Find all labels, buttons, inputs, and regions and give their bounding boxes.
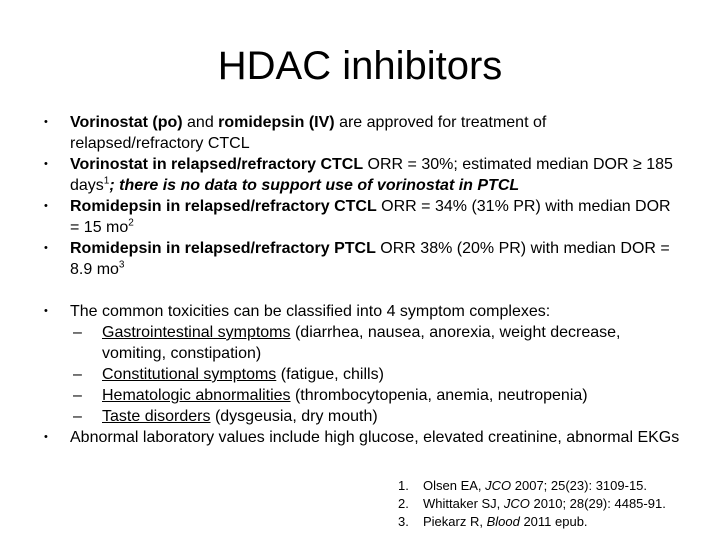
bullet-marker: •	[44, 305, 48, 317]
bullet-marker: •	[44, 116, 48, 128]
bullet-vorinostat-ctcl	[40, 154, 680, 196]
toxicity-item	[70, 406, 680, 427]
romidepsin-ptcl-label: Romidepsin in relapsed/refractory PTCL	[70, 240, 376, 257]
ptcl-note: ; there is no data to support use of vorinostat in PTCL	[109, 177, 520, 194]
romidepsin-ctcl-label: Romidepsin in relapsed/refractory CTCL	[70, 198, 377, 215]
ref-superscript: 1	[103, 175, 110, 187]
lab-values-text: Abnormal laboratory values include high glucose, elevated creatinine, abnormal EKGs	[70, 429, 680, 446]
slide-title: HDAC inhibitors	[217, 44, 503, 88]
bullet-marker: •	[44, 158, 48, 170]
toxicity-item	[70, 322, 680, 364]
toxicity-term: Constitutional symptoms	[102, 366, 277, 383]
bullet-marker: •	[44, 431, 48, 443]
reference-item	[398, 495, 698, 513]
text-and: and	[182, 114, 219, 131]
toxicity-detail: (dysgeusia, dry mouth)	[210, 408, 378, 425]
reference-journal: JCO	[503, 496, 530, 511]
reference-number: 3.	[398, 514, 409, 529]
vorinostat-ctcl-result: ORR = 30%; estimated median DOR ≥ 185 days	[70, 156, 673, 194]
reference-number: 1.	[398, 478, 409, 493]
reference-details: 2010; 28(29): 4485-91.	[529, 496, 666, 511]
toxicity-item	[70, 364, 680, 385]
reference-author: Piekarz R,	[423, 514, 487, 529]
reference-details: 2011 epub.	[519, 514, 588, 529]
romidepsin-ptcl-result: ORR 38% (20% PR) with median DOR = 8.9 mo	[70, 240, 670, 278]
toxicity-item	[70, 385, 680, 406]
reference-author: Whittaker SJ,	[423, 496, 504, 511]
dash-marker: –	[73, 408, 82, 425]
bullet-list	[40, 112, 680, 448]
bullet-lab-values	[40, 427, 680, 448]
toxicity-detail: (thrombocytopenia, anemia, neutropenia)	[290, 387, 588, 404]
bullet-romidepsin-ptcl	[40, 238, 680, 280]
toxicity-detail: (diarrhea, nausea, anorexia, weight decrease, vomiting, constipation)	[102, 324, 621, 362]
romidepsin-ctcl-result: ORR = 34% (31% PR) with median DOR = 15 mo	[70, 198, 671, 236]
drug-romidepsin: romidepsin (IV)	[218, 114, 335, 131]
bullet-marker: •	[44, 242, 48, 254]
dash-marker: –	[73, 387, 82, 404]
dash-marker: –	[73, 366, 82, 383]
reference-item	[398, 513, 698, 531]
drug-vorinostat: Vorinostat (po)	[70, 114, 183, 131]
ref-superscript: 2	[128, 217, 134, 229]
ref-superscript: 3	[118, 259, 125, 271]
bullet-toxicities	[40, 301, 680, 427]
spacer	[40, 280, 680, 301]
reference-journal: Blood	[486, 514, 520, 529]
reference-item	[398, 477, 698, 495]
vorinostat-ctcl-label: Vorinostat in relapsed/refractory CTCL	[70, 156, 364, 173]
reference-number: 2.	[398, 496, 409, 511]
references	[398, 477, 698, 531]
bullet-approval	[40, 112, 680, 154]
toxicities-intro: The common toxicities can be classified into 4 symptom complexes:	[70, 303, 551, 320]
toxicity-detail: (fatigue, chills)	[276, 366, 384, 383]
bullet-marker: •	[44, 200, 48, 212]
reference-author: Olsen EA,	[423, 478, 486, 493]
toxicity-term: Taste disorders	[102, 408, 211, 425]
dash-marker: –	[73, 324, 82, 341]
approval-text: are approved for treatment of relapsed/refractory CTCL	[70, 114, 547, 152]
reference-details: 2007; 25(23): 3109-15.	[511, 478, 648, 493]
reference-journal: JCO	[485, 478, 512, 493]
toxicity-term: Gastrointestinal symptoms	[102, 324, 291, 341]
toxicity-term: Hematologic abnormalities	[102, 387, 291, 404]
bullet-romidepsin-ctcl	[40, 196, 680, 238]
